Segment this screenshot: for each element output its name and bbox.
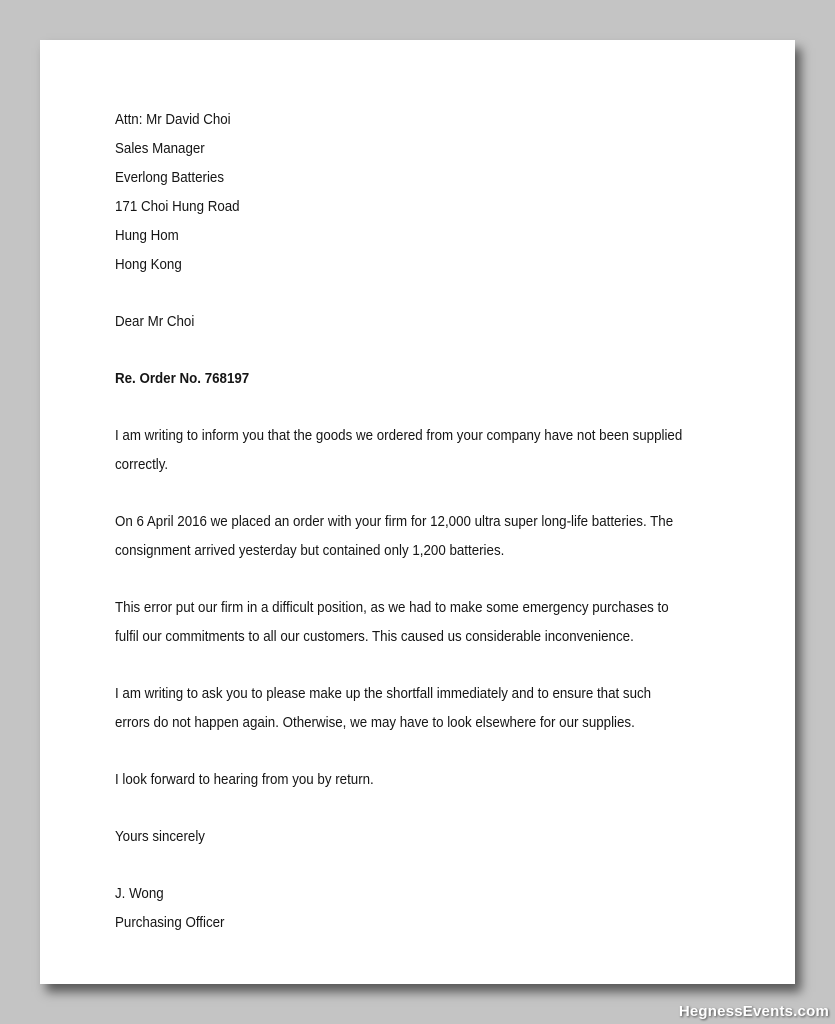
paragraph-line: correctly. bbox=[115, 457, 169, 473]
subject-line: Re. Order No. 768197 bbox=[115, 371, 250, 387]
paragraph-line: This error put our firm in a difficult position, as we had to make some emergency purchases to bbox=[115, 600, 669, 616]
paragraph-line: I look forward to hearing from you by return. bbox=[115, 772, 374, 788]
closing: Yours sincerely bbox=[115, 829, 205, 845]
address-line: 171 Choi Hung Road bbox=[115, 199, 240, 215]
paragraph-line: I am writing to inform you that the goods we ordered from your company have not been supplied bbox=[115, 428, 683, 444]
watermark-text: HegnessEvents.com bbox=[678, 1003, 829, 1020]
address-line: Sales Manager bbox=[115, 141, 205, 157]
paragraph-line: On 6 April 2016 we placed an order with your firm for 12,000 ultra super long-life batteries. The bbox=[115, 514, 674, 530]
address-line: Attn: Mr David Choi bbox=[115, 112, 231, 128]
paragraph-line: I am writing to ask you to please make up the shortfall immediately and to ensure that such bbox=[115, 686, 652, 702]
paragraph bbox=[115, 508, 722, 566]
document-page bbox=[40, 40, 795, 984]
paragraph bbox=[115, 594, 722, 652]
address-line: Hong Kong bbox=[115, 257, 182, 273]
paragraph-line: fulfil our commitments to all our customers. This caused us considerable inconvenience. bbox=[115, 629, 634, 645]
signature-block bbox=[115, 880, 722, 938]
recipient-address bbox=[115, 106, 722, 280]
paragraph bbox=[115, 422, 722, 480]
letter-body bbox=[115, 106, 722, 938]
salutation: Dear Mr Choi bbox=[115, 314, 195, 330]
paragraph-line: consignment arrived yesterday but contained only 1,200 batteries. bbox=[115, 543, 505, 559]
paragraph bbox=[115, 680, 722, 738]
address-line: Hung Hom bbox=[115, 228, 179, 244]
signatory-name: J. Wong bbox=[115, 886, 164, 902]
paragraph-line: errors do not happen again. Otherwise, we may have to look elsewhere for our supplies. bbox=[115, 715, 635, 731]
signatory-title: Purchasing Officer bbox=[115, 915, 225, 931]
paragraph bbox=[115, 766, 722, 795]
address-line: Everlong Batteries bbox=[115, 170, 225, 186]
